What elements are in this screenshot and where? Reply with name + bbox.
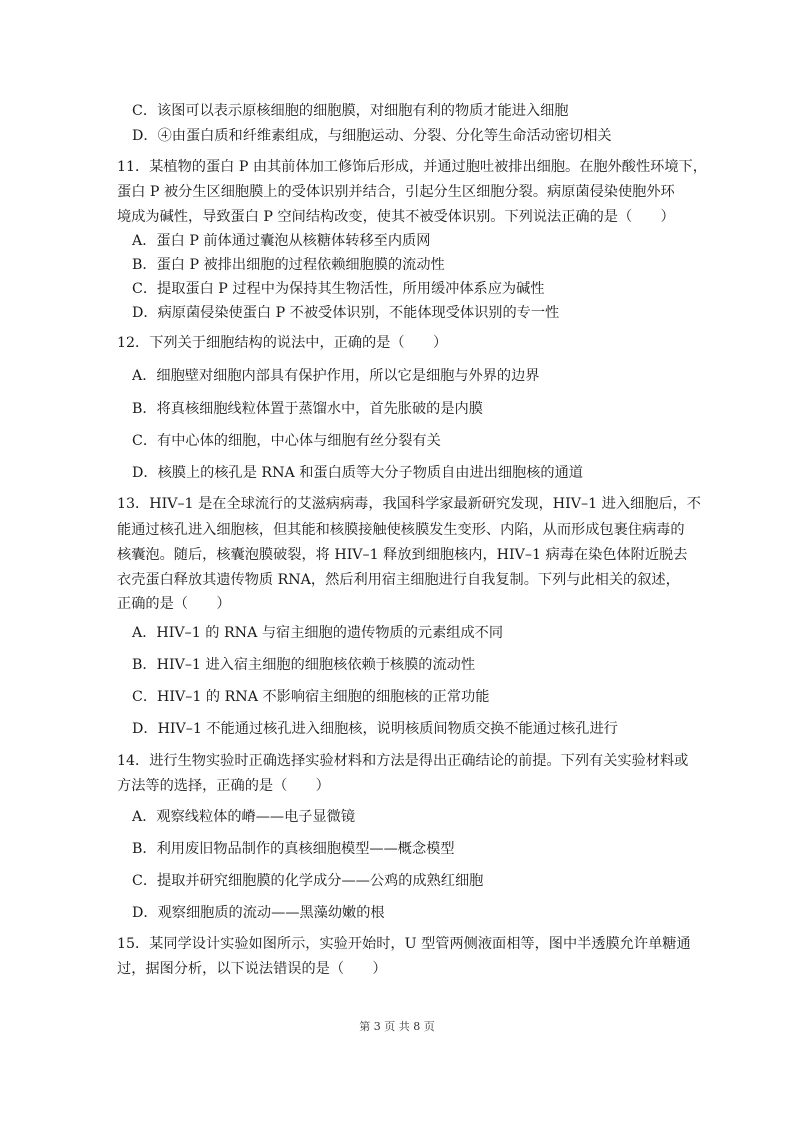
question-12-option-a: A．细胞壁对细胞内部具有保护作用，所以它是细胞与外界的边界 <box>132 368 540 384</box>
question-14-stem: 14．进行生物实验时正确选择实验材料和方法是得出正确结论的前提。下列有关实验材料或 <box>117 753 689 769</box>
question-11-stem: 蛋白 P 被分生区细胞膜上的受体识别并结合，引起分生区细胞分裂。病原菌侵染使胞外环 <box>117 184 675 200</box>
question-11-option-c: C．提取蛋白 P 过程中为保持其生物活性，所用缓冲体系应为碱性 <box>132 281 545 297</box>
question-13-stem: 衣壳蛋白释放其遗传物质 RNA，然后利用宿主细胞进行自我复制。下列与此相关的叙述， <box>117 572 680 588</box>
option-c-prev: C．该图可以表示原核细胞的细胞膜，对细胞有利的物质才能进入细胞 <box>132 103 569 119</box>
question-12-option-c: C．有中心体的细胞，中心体与细胞有丝分裂有关 <box>132 433 441 449</box>
question-11-stem: 境成为碱性，导致蛋白 P 空间结构改变，使其不被受体识别。下列说法正确的是（ ） <box>117 209 675 225</box>
question-12-option-d: D．核膜上的核孔是 RNA 和蛋白质等大分子物质自由进出细胞核的通道 <box>132 465 583 481</box>
question-11-stem: 11．某植物的蛋白 P 由其前体加工修饰后形成，并通过胞吐被排出细胞。在胞外酸性环境下， <box>117 159 707 175</box>
question-14-option-a: A．观察线粒体的嵴——电子显微镜 <box>132 809 356 825</box>
question-15-stem: 过，据图分析，以下说法错误的是（ ） <box>117 961 387 977</box>
question-13-stem: 正确的是（ ） <box>117 596 231 612</box>
question-13-stem: 13．HIV–1 是在全球流行的艾滋病病毒，我国科学家最新研究发现，HIV–1 进入细胞后，不 <box>117 496 701 512</box>
question-14-option-d: D．观察细胞质的流动——黑藻幼嫩的根 <box>132 905 385 921</box>
question-14-option-b: B．利用废旧物品制作的真核细胞模型——概念模型 <box>132 841 455 857</box>
option-d-prev: D．④由蛋白质和纤维素组成，与细胞运动、分裂、分化等生命活动密切相关 <box>132 128 612 144</box>
question-12-option-b: B．将真核细胞线粒体置于蒸馏水中，首先胀破的是内膜 <box>132 401 483 417</box>
question-13-stem: 能通过核孔进入细胞核，但其能和核膜接触使核膜发生变形、内陷，从而形成包裹住病毒的 <box>117 522 685 538</box>
question-15-stem: 15．某同学设计实验如图所示，实验开始时，U 型管两侧液面相等，图中半透膜允许单糖通 <box>117 936 691 952</box>
question-14-stem: 方法等的选择，正确的是（ ） <box>117 778 330 794</box>
question-14-option-c: C．提取并研究细胞膜的化学成分——公鸡的成熟红细胞 <box>132 873 484 889</box>
question-13-option-d: D．HIV–1 不能通过核孔进入细胞核，说明核质间物质交换不能通过核孔进行 <box>132 721 618 737</box>
page-footer: 第 3 页 共 8 页 <box>359 1020 435 1033</box>
question-11-option-a: A．蛋白 P 前体通过囊泡从核糖体转移至内质网 <box>132 233 431 249</box>
question-12-stem: 12．下列关于细胞结构的说法中，正确的是（ ） <box>117 335 448 351</box>
question-11-option-b: B．蛋白 P 被排出细胞的过程依赖细胞膜的流动性 <box>132 257 445 273</box>
question-13-option-a: A．HIV–1 的 RNA 与宿主细胞的遗传物质的元素组成不同 <box>132 625 504 641</box>
question-11-option-d: D．病原菌侵染使蛋白 P 不被受体识别，不能体现受体识别的专一性 <box>132 305 560 321</box>
question-13-option-b: B．HIV–1 进入宿主细胞的细胞核依赖于核膜的流动性 <box>132 657 476 673</box>
question-13-stem: 核囊泡。随后，核囊泡膜破裂，将 HIV–1 释放到细胞核内，HIV–1 病毒在染色体附近脱去 <box>117 547 688 563</box>
question-13-option-c: C．HIV–1 的 RNA 不影响宿主细胞的细胞核的正常功能 <box>132 689 490 705</box>
